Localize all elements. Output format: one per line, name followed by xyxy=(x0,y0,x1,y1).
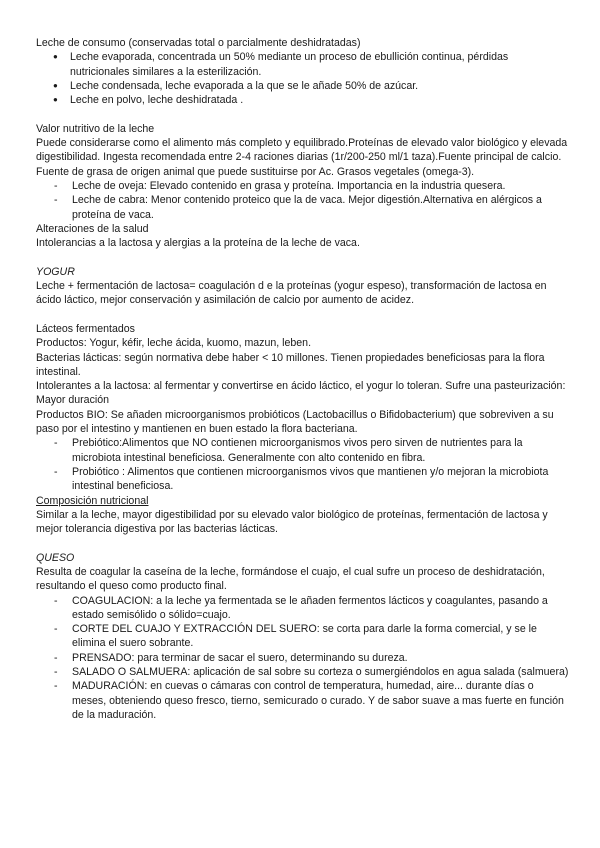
paragraph-queso: Resulta de coagular la caseína de la leche, formándose el cuajo, el cual sufre un proceso de deshidratación, resultando el queso como producto final. xyxy=(36,565,545,593)
list-item: ● Leche evaporada, concentrada un 50% mediante un proceso de ebullición continua, pérdidas nutricionales similares a la esterilización. xyxy=(36,50,570,79)
spacer xyxy=(36,107,570,121)
dash-list-tipos-leche xyxy=(36,179,570,222)
list-item: ● Leche condensada, leche evaporada a la que se le añade 50% de azúcar. xyxy=(36,79,570,93)
list-item: ● Leche en polvo, leche deshidratada . xyxy=(36,93,570,107)
paragraph-alteraciones: Intolerancias a la lactosa y alergias a la proteína de la leche de vaca. xyxy=(36,237,360,250)
paragraph-yogur: Leche + fermentación de lactosa= coagulación d e la proteínas (yogur espeso), transformación de lactosa en ácido láctico, mejor conservación y asimilación de calcio por aumento de acidez. xyxy=(36,280,547,307)
paragraph-productos: Productos: Yogur, kéfir, leche ácida, kuomo, mazun, leben. xyxy=(36,337,312,350)
list-item: - Leche de cabra: Menor contenido proteico que la de vaca. Mejor digestión.Alternativa en alérgicos a proteína de vaca. xyxy=(36,193,570,222)
section-title-queso: QUESO xyxy=(36,551,75,564)
list-item: - CORTE DEL CUAJO Y EXTRACCIÓN DEL SUERO: se corta para darle la forma comercial, y se le elimina el suero sobrante. xyxy=(36,622,570,651)
section-title-lacteos-fermentados: Lácteos fermentados xyxy=(36,322,135,335)
list-item: - Probiótico : Alimentos que contienen microorganismos vivos que mantienen y/o mejoran la microbiota intestinal beneficiosa. xyxy=(36,465,570,494)
paragraph-valor-nutritivo: Puede considerarse como el alimento más completo y equilibrado.Proteínas de elevado valor biológico y elevada digestibilidad. Ingesta recomendada entre 2-4 raciones diarias (1r/200-250 ml/1 taza).Fuente principal de calcio. Fuente de grasa de origen animal que puede sustituirse por Ac. Grasos vegetales (omega-3). xyxy=(36,137,568,178)
paragraph-productos-bio: Productos BIO: Se añaden microorganismos probióticos (Lactobacillus o Bifidobacterium) que sobreviven a su paso por el intestino y mantienen en buen estado la flora bacteriana. xyxy=(36,408,554,436)
section-title-yogur: YOGUR xyxy=(36,265,75,278)
spacer xyxy=(36,536,570,550)
list-item: - COAGULACION: a la leche ya fermentada se le añaden fermentos lácticos y coagulantes, pasando a estado semisólido o sólido=cuajo. xyxy=(36,594,570,623)
section-title-valor-nutritivo: Valor nutritivo de la leche xyxy=(36,122,155,135)
subheading-composicion: Composición nutricional xyxy=(36,494,149,507)
dash-list-proceso-queso xyxy=(36,594,570,723)
spacer xyxy=(36,308,570,322)
paragraph-intolerantes: Intolerantes a la lactosa: al fermentar y convertirse en ácido láctico, el yogur lo toleran. Sufre una pasteurización: Mayor duración xyxy=(36,380,566,407)
list-item: - MADURACIÓN: en cuevas o cámaras con control de temperatura, humedad, aire... durante días o meses, obteniendo queso fresco, tierno, semicurado o curado. Y de sabor suave a mas fuerte en función de la maduración. xyxy=(36,679,570,722)
paragraph-bacterias: Bacterias lácticas: según normativa debe haber < 10 millones. Tienen propiedades beneficiosas para la flora intestinal. xyxy=(36,351,545,378)
spacer xyxy=(36,250,570,264)
list-item: - Prebiótico:Alimentos que NO contienen microorganismos vivos pero sirven de nutrientes para la microbiota intestinal beneficiosa. Generalmente con alto contenido en fibra. xyxy=(36,436,570,465)
paragraph-composicion: Similar a la leche, mayor digestibilidad por su elevado valor biológico de proteínas, fermentación de lactosa y mejor tolerancia digestiva por las bacterias lácticas. xyxy=(36,508,548,536)
document-page xyxy=(36,36,570,722)
dash-list-pre-probioticos xyxy=(36,436,570,493)
subheading-alteraciones: Alteraciones de la salud xyxy=(36,222,149,235)
list-item: - PRENSADO: para terminar de sacar el suero, determinando su dureza. xyxy=(36,651,570,665)
bullet-list-leche-consumo xyxy=(36,50,570,107)
list-item: - Leche de oveja: Elevado contenido en grasa y proteína. Importancia en la industria quesera. xyxy=(36,179,570,193)
list-item: - SALADO O SALMUERA: aplicación de sal sobre su corteza o sumergiéndolos en agua salada (salmuera) xyxy=(36,665,570,679)
section-title-leche-consumo: Leche de consumo (conservadas total o parcialmente deshidratadas) xyxy=(36,37,361,49)
